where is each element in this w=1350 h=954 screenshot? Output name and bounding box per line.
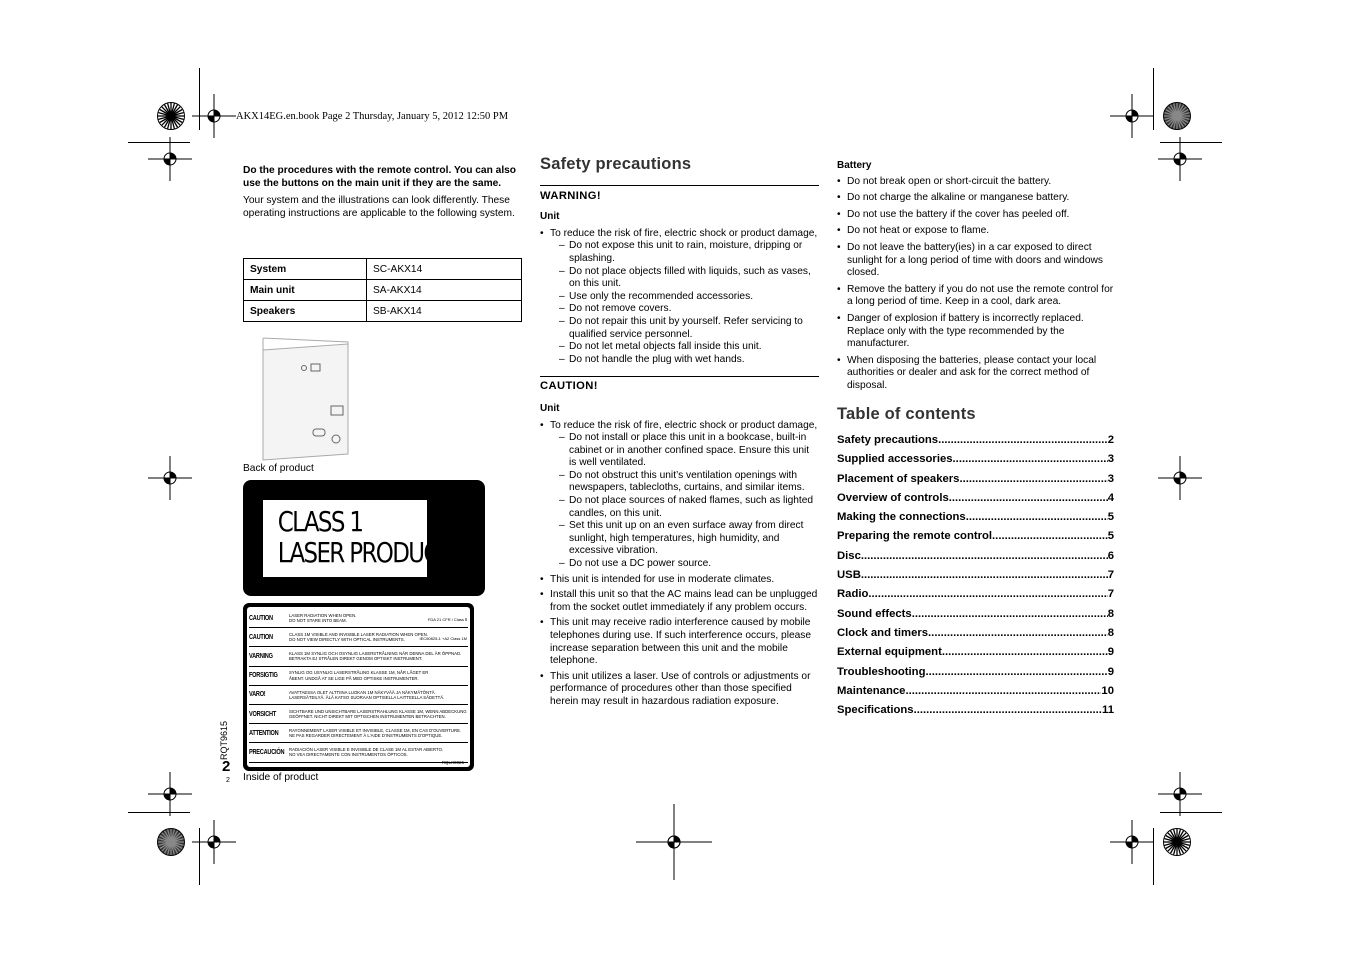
laser-warning-text: [289, 747, 468, 757]
intro-section: [243, 165, 523, 233]
laser-warning-extra: IEC60825-1 +A2 Class 1M: [419, 636, 467, 642]
system-table-key: System: [244, 259, 367, 280]
toc-entry[interactable]: [837, 492, 1114, 511]
system-table-row: [244, 259, 522, 280]
dash-item: – Do not place objects filled with liquids, such as vases, on this unit.: [550, 266, 819, 291]
toc-entry[interactable]: [837, 453, 1114, 472]
bullet-text: Install this unit so that the AC mains lead can be unplugged from the socket outlet immediately if any problem occurs.: [550, 589, 818, 613]
laser-warning-row: [249, 647, 468, 666]
toc-dot-leader: [966, 511, 1108, 523]
laser-warning-line: NE PAS REGARDER DIRECTEMENT À L'AIDE D'INSTRUMENTS D'OPTIQUE.: [289, 733, 443, 739]
toc-entry-page: 3: [1107, 453, 1114, 466]
dash-item: – Do not expose this unit to rain, moisture, dripping or splashing.: [550, 240, 819, 265]
toc-entry-label: USB: [837, 569, 861, 582]
bullet-text: To reduce the risk of fire, electric shock or product damage,: [550, 419, 818, 431]
laser-warning-head: PRECAUCIÓN: [249, 748, 285, 756]
toc-entry-page: 8: [1107, 626, 1114, 639]
laser-warning-row: [249, 724, 468, 743]
toc-dot-leader: [942, 646, 1108, 658]
toc-entry-label: Preparing the remote control: [837, 530, 993, 543]
laser-warning-line: DO NOT STARE INTO BEAM.: [289, 618, 347, 624]
laser-warning-line: GEÖFFNET. NICHT DIREKT MIT OPTISCHEN INSTRUMENTEN BETRACHTEN.: [289, 714, 446, 720]
safety-section: [540, 155, 819, 712]
toc-entry-label: Specifications: [837, 704, 914, 717]
class1-label-text: [263, 500, 451, 577]
toc-entry-label: Supplied accessories: [837, 453, 953, 466]
toc-entry[interactable]: [837, 550, 1114, 569]
registration-crosshair-icon: [148, 456, 192, 500]
dash-item: – Do not repair this unit by yourself. Refer servicing to qualified service personnel.: [550, 316, 819, 341]
battery-item: • Do not use the battery if the cover has peeled off.: [837, 209, 1116, 222]
battery-list: [837, 176, 1116, 393]
document-code: RQT9615: [219, 720, 229, 760]
toc-entry[interactable]: [837, 530, 1114, 549]
page-number: 2: [222, 758, 231, 775]
battery-item: • When disposing the batteries, please contact your local authorities or dealer and ask for the correct method of disposal.: [837, 355, 1116, 393]
class1-laser-label: [243, 480, 485, 596]
toc-entry[interactable]: [837, 569, 1114, 588]
toc-dot-leader: [868, 588, 1107, 600]
battery-item: • Do not break open or short-circuit the battery.: [837, 176, 1116, 189]
toc-dot-leader: [959, 473, 1107, 485]
toc-entry-page: 7: [1107, 588, 1114, 601]
registration-dial-icon: [157, 102, 185, 130]
laser-warning-head: VORSICHT: [249, 710, 277, 718]
laser-warning-row: [249, 667, 468, 686]
registration-crosshair-icon: [192, 820, 236, 864]
laser-warning-line: SICHTBARE UND UNSICHTBARE LASERSTRAHLUNG KLASSE 1M, WENN ABDECKUNG: [289, 708, 467, 714]
toc-entry[interactable]: [837, 473, 1114, 492]
system-table-row: [244, 280, 522, 301]
laser-warning-line: DO NOT VIEW DIRECTLY WITH OPTICAL INSTRUMENTS.: [289, 637, 405, 643]
dash-item: – Do not use a DC power source.: [550, 558, 819, 571]
toc-entry-page: 11: [1102, 704, 1114, 717]
battery-item: • Do not heat or expose to flame.: [837, 225, 1116, 238]
dash-item: – Do not install or place this unit in a bookcase, built-in cabinet or in another confined space. Ensure this unit is well ventilated.: [550, 432, 819, 470]
caution-list: [540, 420, 819, 709]
system-table-value: SA-AKX14: [367, 280, 522, 301]
laser-warning-line: BETRAKTA EJ STRÅLEN DIREKT GENOM OPTISKT INSTRUMENT.: [289, 656, 423, 662]
toc-entry-label: Disc: [837, 549, 861, 562]
laser-warning-row: [249, 743, 468, 762]
laser-warning-line: SYNLIG OG USYNLIG LASERSTRÅLING KLASSE 1M, NÅR LÅGET ER: [289, 670, 429, 676]
page-number-small: 2: [226, 777, 230, 784]
laser-warning-text: [289, 651, 468, 661]
laser-warning-label: [243, 603, 474, 771]
laser-warning-line: AVATTAESSA OLET ALTTIINA LUOKAN 1M NÄKYVÄÄ JA NÄKYMÄTÖNTÄ: [289, 689, 435, 695]
toc-entry-page: 7: [1107, 569, 1114, 582]
system-table-row: [244, 301, 522, 322]
dash-item: – Do not handle the plug with wet hands.: [550, 354, 819, 367]
registration-crosshair-icon: [1110, 820, 1154, 864]
battery-item: • Remove the battery if you do not use the remote control for a long period of time. Keep in a cool, dark area.: [837, 284, 1116, 309]
toc-entry-label: Overview of controls: [837, 491, 949, 504]
toc-list: [837, 434, 1116, 723]
battery-item: • Danger of explosion if battery is incorrectly replaced. Replace only with the type recommended by the manufacturer.: [837, 313, 1116, 351]
laser-warning-line: LASER RADIATION WHEN OPEN.: [289, 612, 357, 618]
system-table-key: Main unit: [244, 280, 367, 301]
toc-entry-page: 9: [1107, 665, 1114, 678]
toc-entry[interactable]: [837, 608, 1114, 627]
book-header: AKX14EG.en.book Page 2 Thursday, January 5, 2012 12:50 PM: [236, 111, 509, 122]
laser-warning-text: [289, 670, 468, 680]
toc-entry-label: Placement of speakers: [837, 472, 960, 485]
sub-list: [550, 432, 819, 571]
dash-item: – Do not remove covers.: [550, 303, 819, 316]
class1-line1: CLASS 1: [277, 505, 363, 538]
toc-title: Table of contents: [837, 405, 976, 423]
toc-dot-leader: [861, 569, 1108, 581]
bullet-item: [540, 420, 819, 571]
bullet-item: [540, 617, 819, 667]
toc-dot-leader: [949, 492, 1108, 504]
registration-dial-icon: [157, 828, 185, 856]
registration-crosshair-icon: [148, 137, 192, 181]
toc-dot-leader: [928, 627, 1108, 639]
toc-entry[interactable]: [837, 666, 1114, 685]
toc-entry[interactable]: [837, 704, 1114, 723]
toc-entry[interactable]: [837, 646, 1114, 665]
toc-entry[interactable]: [837, 685, 1114, 704]
toc-dot-leader: [905, 685, 1101, 697]
laser-warning-head: ATTENTION: [249, 729, 279, 737]
dash-item: – Set this unit up on an even surface away from direct sunlight, high temperatures, high humidity, and excessive vibration.: [550, 520, 819, 558]
caution-divider: [540, 376, 819, 377]
battery-item: • Do not charge the alkaline or manganese battery.: [837, 192, 1116, 205]
laser-warning-head: VARNING: [249, 652, 273, 660]
bullet-item: [540, 574, 819, 587]
laser-warning-head: VARO!: [249, 691, 266, 699]
system-table-value: SB-AKX14: [367, 301, 522, 322]
registration-crosshair-icon: [1158, 456, 1202, 500]
dash-item: – Do not let metal objects fall inside this unit.: [550, 341, 819, 354]
battery-section: [837, 160, 1116, 397]
caution-heading: CAUTION!: [540, 380, 598, 393]
toc-entry-page: 8: [1107, 607, 1114, 620]
toc-entry-label: External equipment: [837, 646, 942, 659]
warning-list: [540, 228, 819, 367]
toc-entry-label: Making the connections: [837, 511, 966, 524]
dash-item: – Do not place sources of naked flames, such as lighted candles, on this unit.: [550, 495, 819, 520]
toc-entry-label: Maintenance: [837, 684, 906, 697]
toc-entry[interactable]: [837, 627, 1114, 646]
laser-warning-row: [249, 628, 468, 647]
toc-entry-page: 6: [1107, 549, 1114, 562]
toc-entry-label: Troubleshooting: [837, 665, 926, 678]
bullet-item: [540, 228, 819, 367]
battery-item: • Do not leave the battery(ies) in a car exposed to direct sunlight for a long period of time with doors and windows closed.: [837, 242, 1116, 280]
sub-list: [550, 240, 819, 366]
toc-entry[interactable]: [837, 511, 1114, 530]
laser-warning-line: ÅBENT. UNDGÅ AT SE LIGE PÅ MED OPTISKE INSTRUMENTER.: [289, 675, 419, 681]
laser-warning-line: CLASS 1M VISIBLE AND INVISIBLE LASER RADIATION WHEN OPEN.: [289, 632, 428, 638]
bullet-text: This unit is intended for use in moderate climates.: [550, 573, 775, 585]
laser-warning-text: [289, 728, 468, 738]
class1-line2: LASER PRODUCT: [277, 536, 451, 569]
bullet-item: [540, 671, 819, 709]
registration-dial-icon: [1163, 828, 1191, 856]
system-table-value: SC-AKX14: [367, 259, 522, 280]
toc-entry-label: Sound effects: [837, 607, 912, 620]
battery-title: Battery: [837, 160, 872, 171]
safety-divider: [540, 185, 819, 186]
registration-crosshair-icon: [1110, 94, 1154, 138]
system-table-wrap: [243, 258, 522, 322]
system-table: [243, 258, 522, 322]
toc-section: [837, 405, 1116, 723]
dash-item: – Do not obstruct this unit’s ventilation openings with newspapers, tablecloths, curtains, and similar items.: [550, 470, 819, 495]
toc-dot-leader: [992, 530, 1108, 542]
registration-crosshair-icon: [192, 94, 236, 138]
toc-entry-page: 10: [1101, 684, 1114, 697]
dash-item: – Use only the recommended accessories.: [550, 291, 819, 304]
laser-warning-line: KLASS 1M SYNLIG OCH OSYNLIG LASERSTRÅLNING NÄR DENNA DEL ÄR ÖPPNAD.: [289, 651, 462, 657]
bullet-text: This unit utilizes a laser. Use of controls or adjustments or performance of procedures other than those specified herein may result in hazardous radiation exposure.: [550, 670, 811, 707]
registration-crosshair-icon: [1158, 772, 1202, 816]
toc-dot-leader: [938, 434, 1108, 446]
laser-warning-extra: FDA 21 CFR / Class Ⅱ: [427, 617, 467, 622]
bullet-item: [540, 589, 819, 614]
warning-unit-label: Unit: [540, 211, 560, 223]
toc-dot-leader: [912, 608, 1108, 620]
toc-entry-label: Safety precautions: [837, 434, 939, 446]
laser-warning-head: FORSIGTIG: [249, 672, 278, 680]
laser-warning-row: [249, 609, 468, 628]
laser-warning-head: CAUTION: [249, 614, 273, 622]
toc-entry-page: 5: [1107, 530, 1114, 543]
toc-entry[interactable]: [837, 434, 1114, 453]
registration-dial-icon: [1163, 102, 1191, 130]
toc-dot-leader: [861, 550, 1108, 562]
toc-entry-page: 2: [1107, 434, 1114, 446]
caution-unit-label: Unit: [540, 402, 560, 414]
toc-entry-label: Clock and timers: [837, 626, 929, 639]
laser-warning-text: [289, 690, 468, 700]
toc-entry-page: 5: [1107, 511, 1114, 524]
toc-dot-leader: [925, 666, 1107, 678]
toc-entry[interactable]: [837, 588, 1114, 607]
system-table-key: Speakers: [244, 301, 367, 322]
laser-warning-line: RADIACIÓN LASER VISIBLE E INVISIBLE DE CLASE 1M AL ESTAR ABIERTO.: [289, 747, 444, 753]
bullet-text: To reduce the risk of fire, electric shock or product damage,: [550, 227, 818, 239]
toc-dot-leader: [914, 704, 1102, 716]
registration-crosshair-icon: [1158, 137, 1202, 181]
laser-warning-line: LASERSÄTEILYÄ. ÄLÄ KATSO SUORAAN OPTISELLA LAITTEELLA SÄDETTÄ.: [289, 694, 445, 700]
safety-title: Safety precautions: [540, 155, 692, 173]
bullet-text: This unit may receive radio interference caused by mobile telephones during use. If such interference occurs, please increase separation between this unit and the mobile telephone.: [550, 617, 812, 667]
toc-entry-page: 9: [1107, 646, 1114, 659]
toc-dot-leader: [953, 453, 1108, 465]
intro-text: Your system and the illustrations can look differently. These operating instructions are applicable to the following system.: [243, 195, 515, 219]
laser-warning-text: [289, 709, 468, 719]
back-of-product-caption: Back of product: [243, 463, 314, 474]
laser-warning-row: [249, 686, 468, 705]
laser-label-code: RQLX0026: [441, 760, 464, 765]
inside-of-product-caption: Inside of product: [243, 772, 319, 783]
registration-crosshair-icon: [636, 804, 712, 880]
registration-crosshair-icon: [148, 772, 192, 816]
warning-heading: WARNING!: [540, 189, 601, 202]
intro-bold-text: Do the procedures with the remote control. You can also use the buttons on the main unit if they are the same.: [243, 165, 517, 189]
toc-entry-label: Radio: [837, 588, 869, 601]
laser-warning-row: [249, 705, 468, 724]
toc-entry-page: 3: [1107, 472, 1114, 485]
laser-warning-line: RAYONNEMENT LASER VISIBLE ET INVISIBLE, CLASSE 1M, EN CAS D'OUVERTURE.: [289, 728, 462, 734]
toc-entry-page: 4: [1107, 491, 1114, 504]
laser-warning-line: NO VEA DIRECTAMENTE CON INSTRUMENTOS ÓPTICOS.: [289, 752, 408, 758]
laser-warning-head: CAUTION: [249, 633, 273, 641]
back-of-product-illustration: [243, 336, 351, 464]
